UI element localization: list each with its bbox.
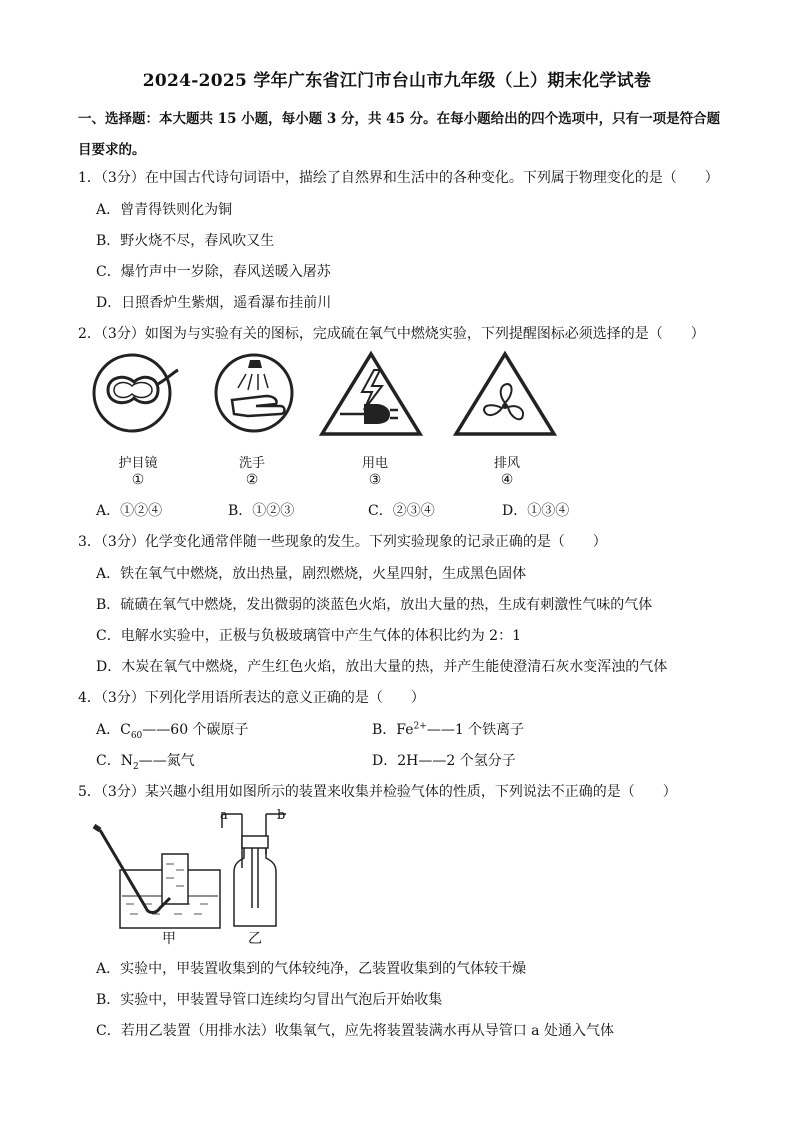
question-3-option-d: D．木炭在氧气中燃烧，产生红色火焰，放出大量的热，并产生能使澄清石灰水变浑浊的气体 [96,659,668,675]
port-label-b: b [277,808,286,823]
question-3-stem: 3．（3分）化学变化通常伴随一些现象的发生。下列实验现象的记录正确的是（ ） [78,534,607,550]
question-1-option-c: C．爆竹声中一岁除，春风送暖入屠苏 [96,264,331,280]
port-label-a: a [220,808,228,823]
question-5-option-a: A．实验中，甲装置收集到的气体较纯净，乙装置收集到的气体较干燥 [96,961,527,977]
question-4-option-a [96,719,249,741]
icon-label-handwash: 洗手 [238,456,265,471]
option-text: ——60 个碳原子 [142,722,249,738]
hand-wash-icon [208,348,316,438]
page-title: 2024-2025 学年广东省江门市台山市九年级（上）期末化学试卷 [142,71,652,91]
question-2-option-b: B．①②③ [228,503,295,519]
option-prefix: C．N [96,753,133,769]
question-5-option-c: C．若用乙装置（用排水法）收集氧气，应先将装置装满水再从导管口 a 处通入气体 [96,1023,614,1039]
question-2-option-c: C．②③④ [368,503,435,519]
question-5-option-b: B．实验中，甲装置导管口连续均匀冒出气泡后开始收集 [96,992,443,1008]
question-1-option-d: D．日照香炉生紫烟，遥看瀑布挂前川 [96,295,332,311]
question-1-stem: 1．（3分）在中国古代诗句词语中，描绘了自然界和生活中的各种变化。下列属于物理变化的是（ ） [78,170,719,186]
superscript: 2+ [413,721,427,732]
exhaust-fan-icon [450,348,558,438]
icon-num-3: ③ [368,472,382,488]
goggles-icon [86,348,194,438]
icon-label-fan: 排风 [493,456,520,471]
electricity-warning-icon [316,348,424,438]
option-prefix: B．Fe [372,722,414,738]
question-3-option-c: C．电解水实验中，正极与负极玻璃管中产生气体的体积比约为 2：1 [96,628,521,644]
figure-label-jia: 甲 [162,931,176,947]
question-3-option-a: A．铁在氧气中燃烧，放出热量，剧烈燃烧，火星四射，生成黑色固体 [96,566,527,582]
question-2-stem: 2．（3分）如图为与实验有关的图标，完成硫在氧气中燃烧实验，下列提醒图标必须选择的是（ ） [78,326,705,342]
option-text: ——氮气 [138,753,195,769]
question-4-option-d [372,750,516,770]
icon-num-4: ④ [500,472,514,488]
question-3-option-b: B．硫磺在氧气中燃烧，发出微弱的淡蓝色火焰，放出大量的热，生成有刺激性气味的气体 [96,597,653,613]
icon-num-2: ② [245,472,259,488]
question-2-option-d: D．①③④ [502,503,570,519]
question-1-option-b: B．野火烧不尽，春风吹又生 [96,233,275,249]
icon-label-goggles: 护目镜 [118,456,158,471]
icon-label-electricity: 用电 [361,456,388,471]
option-prefix: A．C [96,722,131,738]
section-heading: 一、选择题：本大题共 15 小题，每小题 3 分，共 45 分。在每小题给出的四个选项中，只有一项是符合题目要求的。 [78,111,721,158]
question-2-option-a: A．①②④ [96,503,163,519]
subscript: 2 [132,761,139,772]
question-5-stem: 5．（3分）某兴趣小组用如图所示的装置来收集并检验气体的性质，下列说法不正确的是（ ） [78,784,677,800]
subscript: 60 [130,730,143,741]
question-1-option-a: A．曾青得铁则化为铜 [96,202,233,218]
gas-collection-apparatus [90,808,310,948]
question-4-stem: 4．（3分）下列化学用语所表达的意义正确的是（ ） [78,690,425,706]
question-4-option-c [96,750,195,772]
option-text: ——2 个氢分子 [418,753,516,769]
option-prefix: D．2H [372,753,419,769]
option-text: ——1 个铁离子 [426,722,525,738]
question-4-option-b [372,719,524,739]
icon-num-1: ① [131,472,145,488]
figure-label-yi: 乙 [248,931,262,947]
